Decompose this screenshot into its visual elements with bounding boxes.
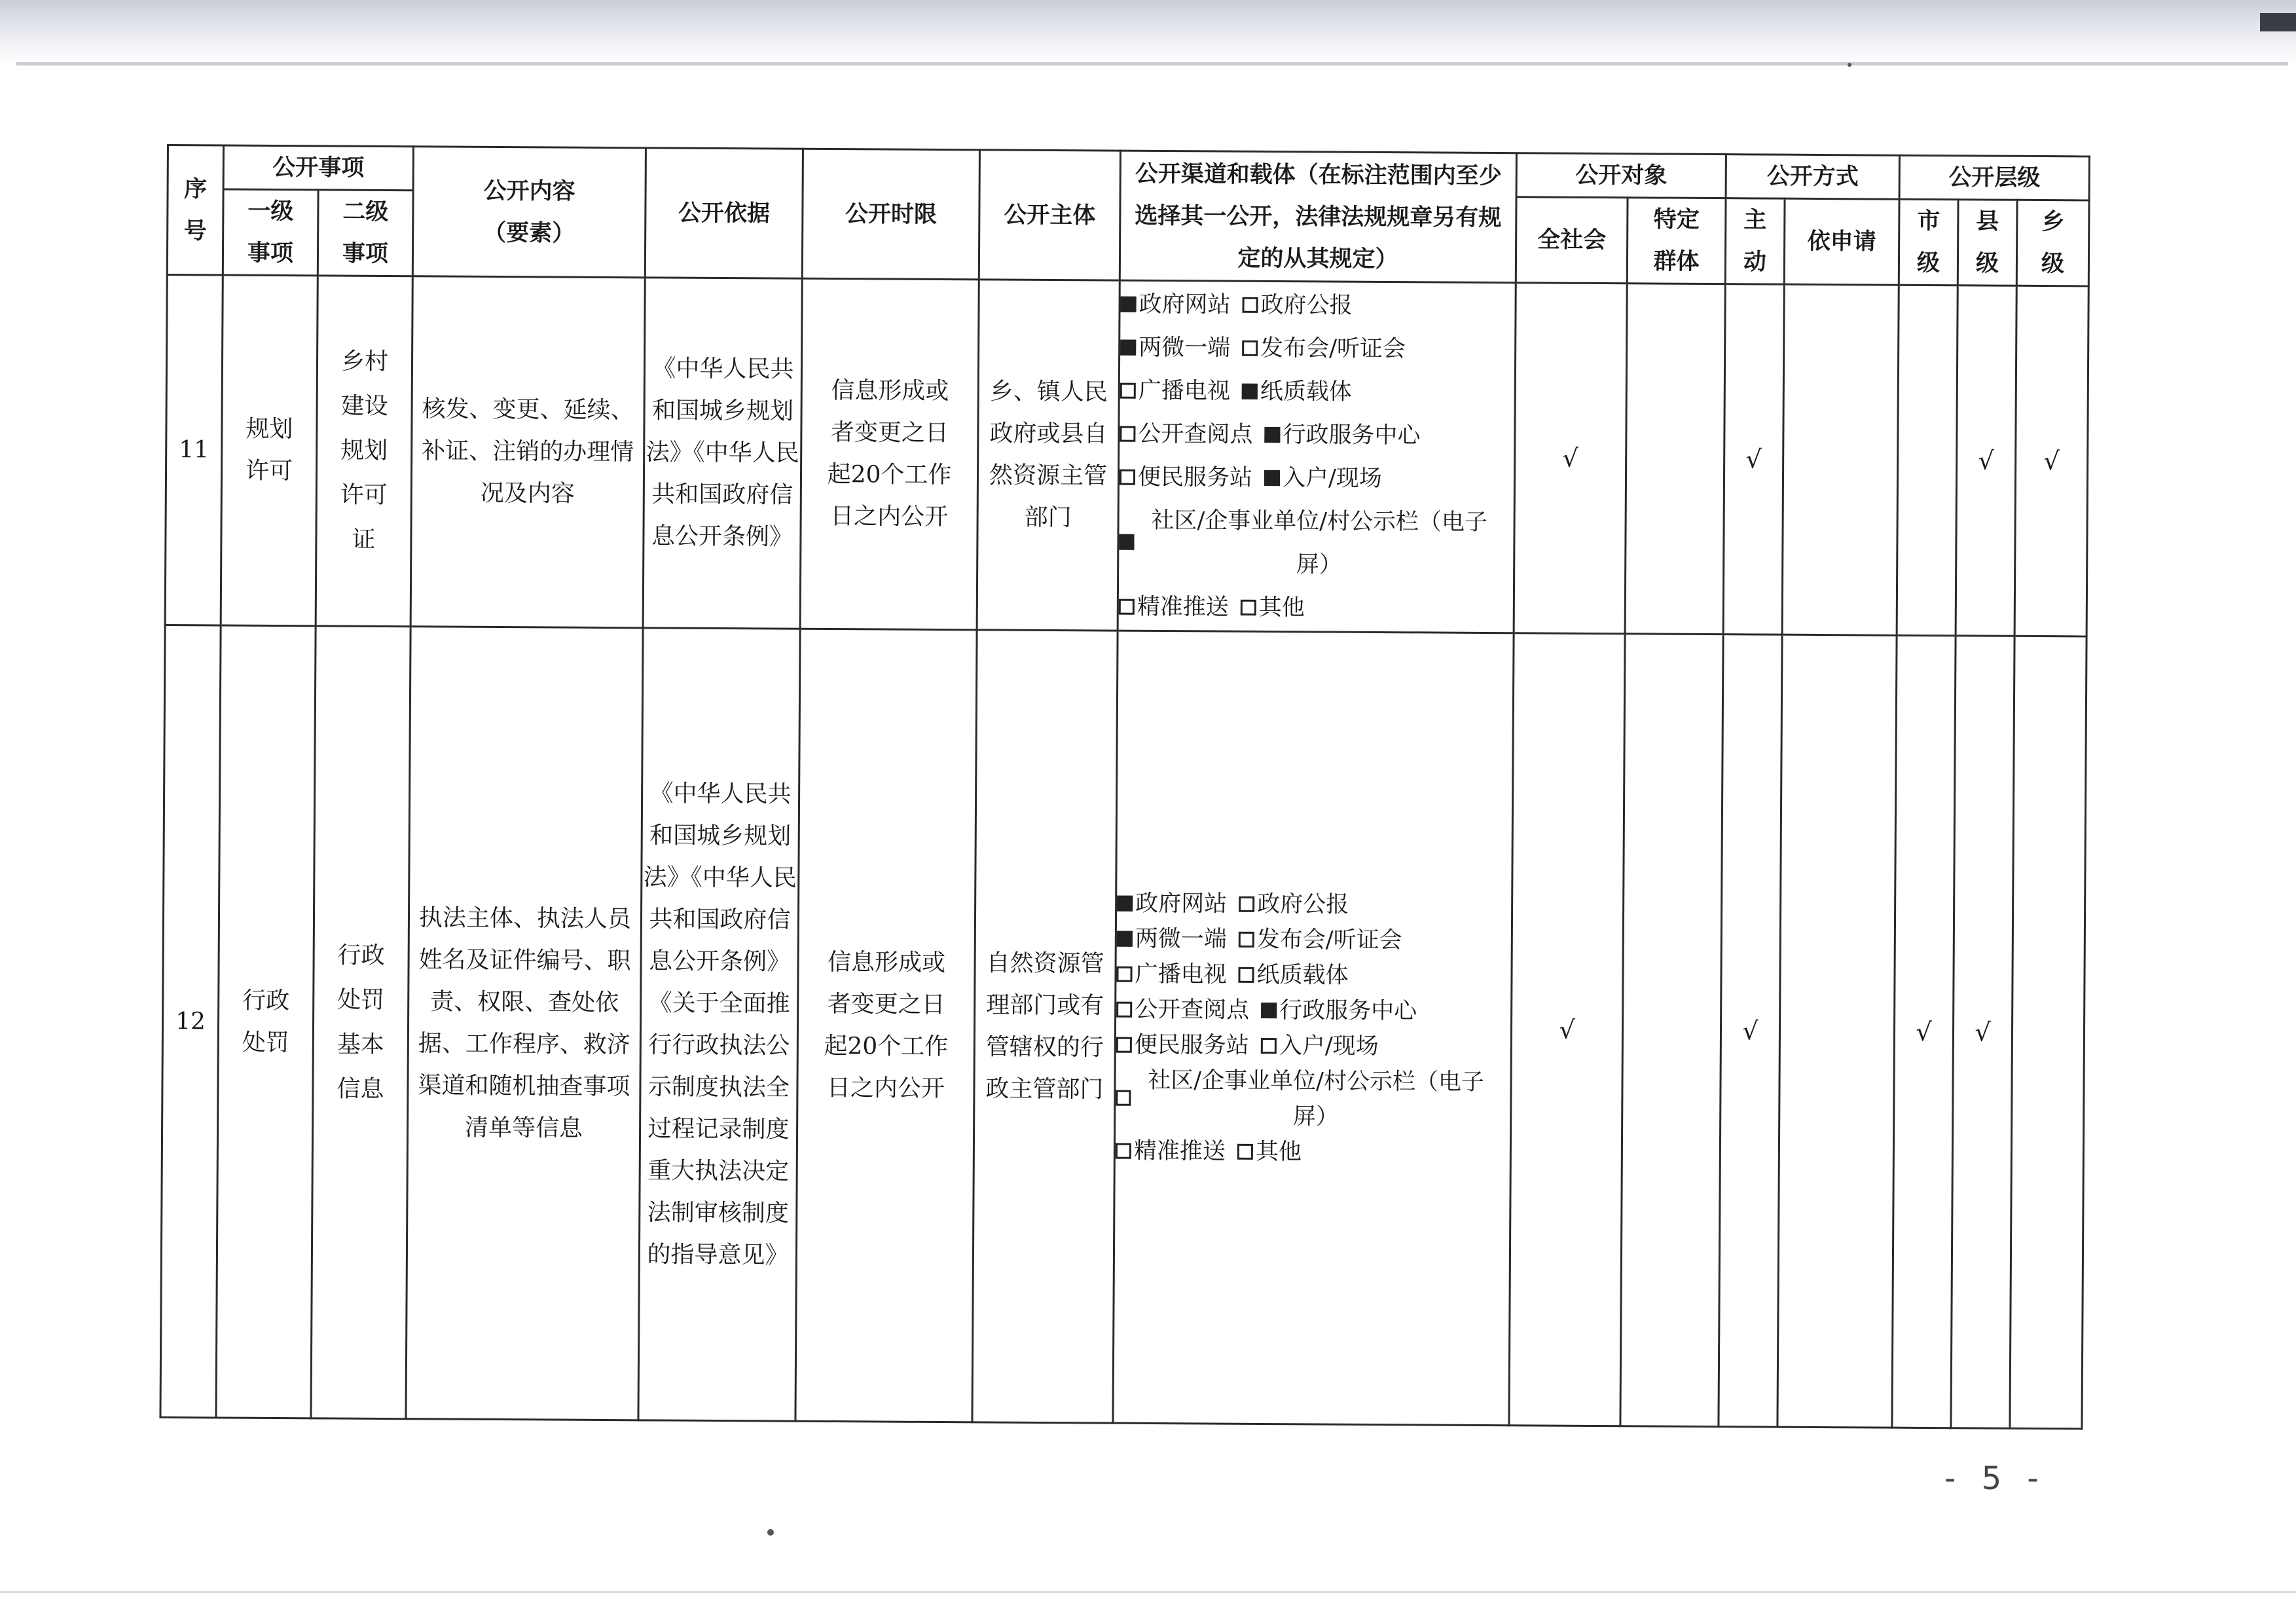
header-channels: 公开渠道和载体（在标注范围内至少选择其一公开，法律法规规章另有规定的从其规定）: [1120, 151, 1516, 283]
row-level-county: √: [1956, 286, 2016, 637]
row-level-city: [1897, 285, 1958, 636]
checkbox-icon: [1120, 383, 1136, 399]
row-method-request: [1777, 635, 1897, 1428]
channel-option: 精准推送: [1119, 585, 1229, 629]
header-item-group: 公开事项: [223, 145, 413, 191]
scan-edge-top: [0, 0, 2296, 65]
row-subject: 乡、镇人民政府或县自然资源主管部门: [977, 280, 1120, 631]
channel-option: 政府公报: [1242, 284, 1352, 327]
header-subject: 公开主体: [979, 150, 1120, 280]
row-basis: 《中华人民共和国城乡规划法》《中华人民共和国政府信息公开条例》: [643, 278, 802, 629]
row-level-city: √: [1892, 635, 1956, 1428]
checkbox-icon: [1238, 967, 1254, 982]
checkbox-icon: [1237, 1143, 1253, 1159]
header-level-city: 市级: [1899, 199, 1958, 286]
row-subject: 自然资源管理部门或有管辖权的行政主管部门: [972, 630, 1118, 1423]
channel-option: 公开查阅点: [1120, 413, 1252, 456]
checkbox-icon: [1264, 427, 1280, 443]
header-audience-all: 全社会: [1516, 197, 1628, 284]
channel-option: 两微一端: [1117, 921, 1227, 957]
channel-option: 社区/企事业单位/村公示栏（电子屏）: [1119, 499, 1502, 587]
checkbox-icon: [1116, 1090, 1131, 1105]
checkbox-icon: [1239, 896, 1254, 912]
scan-corner: [2260, 13, 2296, 31]
row-method-request: [1782, 284, 1899, 635]
channel-option: 发布会/听证会: [1242, 327, 1406, 371]
checkbox-icon: [1261, 1002, 1277, 1018]
row-level-town: √: [2014, 286, 2088, 637]
checkbox-icon: [1116, 1037, 1132, 1052]
row-content: 执法主体、执法人员姓名及证件编号、职责、权限、查处依据、工作程序、救济渠道和随机抽查事项清单等信息: [406, 627, 643, 1420]
channel-option: 纸质载体: [1238, 957, 1348, 993]
channel-list: [1113, 631, 1514, 1426]
checkbox-icon: [1243, 297, 1258, 313]
row-content: 核发、变更、延续、补证、注销的办理情况及内容: [410, 276, 645, 628]
row-seq: 12: [160, 625, 221, 1417]
checkbox-icon: [1239, 931, 1254, 947]
channel-option: 入户/现场: [1261, 1027, 1379, 1063]
header-audience: 公开对象: [1516, 153, 1726, 198]
row-time-limit: 信息形成或者变更之日起20个工作日之内公开: [795, 629, 977, 1422]
row-time-limit: 信息形成或者变更之日起20个工作日之内公开: [800, 278, 979, 630]
channel-option: 行政服务中心: [1264, 413, 1420, 457]
row-audience-all: √: [1509, 633, 1625, 1426]
header-level: 公开层级: [1899, 155, 2089, 200]
header-method: 公开方式: [1726, 155, 1899, 200]
header-level-county: 县级: [1958, 200, 2017, 286]
channel-option: 两微一端: [1120, 326, 1230, 370]
scan-line-bottom: [0, 1591, 2296, 1593]
channel-option: 行政服务中心: [1261, 992, 1417, 1028]
header-level1: 一级事项: [223, 189, 318, 276]
header-level-town: 乡级: [2016, 200, 2089, 286]
checkbox-icon: [1119, 534, 1134, 550]
disclosure-table: [159, 144, 2090, 1430]
checkbox-icon: [1120, 340, 1136, 356]
channel-option: 其他: [1241, 586, 1305, 630]
checkbox-icon: [1120, 470, 1135, 485]
checkbox-icon: [1242, 341, 1258, 356]
channel-option: 广播电视: [1116, 956, 1226, 992]
header-time-limit: 公开时限: [802, 149, 979, 280]
row-seq: 11: [165, 275, 223, 625]
channel-option: 精准推送: [1116, 1133, 1226, 1169]
channel-option: 纸质载体: [1242, 370, 1352, 414]
channel-option: 政府网站: [1120, 283, 1230, 327]
channel-option: 政府公报: [1239, 886, 1349, 922]
checkbox-icon: [1241, 600, 1256, 616]
row-basis: 《中华人民共和国城乡规划法》《中华人民共和国政府信息公开条例》《关于全面推行行政执法公示制度执法全过程记录制度重大执法决定法制审核制度的指导意见》: [638, 628, 800, 1421]
header-method-request: 依申请: [1784, 198, 1899, 285]
checkbox-icon: [1242, 384, 1258, 399]
table-row: [165, 275, 2088, 637]
row-level2: 行政处罚基本信息: [311, 626, 410, 1419]
row-audience-specific: [1620, 634, 1723, 1427]
channel-option: 发布会/听证会: [1239, 921, 1402, 957]
channel-option: 广播电视: [1120, 369, 1230, 413]
checkbox-icon: [1116, 1143, 1131, 1158]
disclosure-table-wrapper: [159, 144, 2088, 1429]
checkbox-icon: [1116, 1001, 1132, 1017]
checkbox-icon: [1261, 1037, 1277, 1053]
header-audience-specific: 特定群体: [1627, 198, 1726, 284]
checkbox-icon: [1119, 599, 1135, 615]
row-level-county: √: [1951, 636, 2014, 1429]
channel-option: 其他: [1237, 1134, 1302, 1170]
channel-option: 政府网站: [1117, 885, 1227, 921]
channel-option: 公开查阅点: [1116, 991, 1249, 1027]
checkbox-icon: [1120, 426, 1135, 442]
checkbox-icon: [1264, 470, 1280, 486]
header-level2: 二级事项: [318, 190, 413, 276]
header-seq: 序号: [167, 145, 223, 276]
page-number: - 5 -: [1944, 1460, 2047, 1497]
row-audience-specific: [1625, 284, 1725, 635]
scan-speck: [767, 1529, 774, 1536]
header-method-active: 主动: [1725, 198, 1785, 285]
scan-speck: [1848, 63, 1851, 67]
row-level-town: [2010, 636, 2086, 1429]
table-row: [160, 625, 2086, 1428]
scan-line-top: [16, 62, 2288, 65]
channel-option: 入户/现场: [1264, 456, 1382, 500]
checkbox-icon: [1116, 966, 1132, 982]
row-level1: 规划许可: [221, 275, 318, 626]
row-level1: 行政处罚: [216, 625, 316, 1418]
channel-list: [1118, 280, 1516, 633]
header-basis: 公开依据: [645, 148, 803, 278]
checkbox-icon: [1121, 297, 1137, 312]
channel-option: 便民服务站: [1120, 456, 1252, 500]
channel-option: 便民服务站: [1116, 1027, 1249, 1063]
channel-option: 社区/企事业单位/村公示栏（电子屏）: [1116, 1062, 1499, 1135]
row-audience-all: √: [1514, 283, 1627, 634]
row-method-active: √: [1719, 635, 1782, 1428]
checkbox-icon: [1117, 895, 1133, 911]
row-level2: 乡村建设规划许可证: [316, 276, 412, 627]
header-content: 公开内容（要素）: [412, 147, 646, 278]
checkbox-icon: [1117, 931, 1133, 946]
row-method-active: √: [1723, 284, 1784, 635]
